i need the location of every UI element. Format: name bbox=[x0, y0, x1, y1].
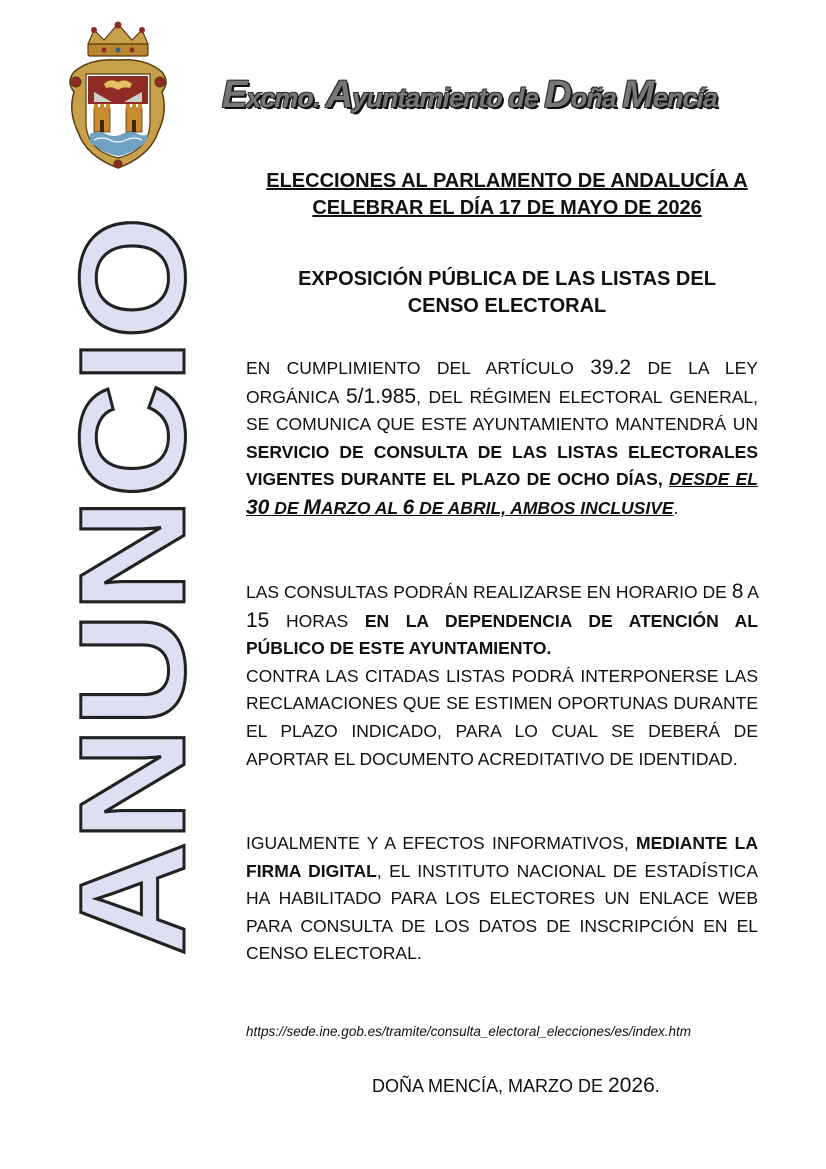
text-run: IGUALMENTE Y A EFECTOS INFORMATIVOS, bbox=[246, 833, 637, 853]
paragraph-digital-consultation bbox=[246, 830, 758, 968]
header-title bbox=[222, 74, 802, 117]
text-run: EN CUMPLIMIENTO DEL ARTÍCULO bbox=[246, 358, 591, 378]
notice-subtitle bbox=[250, 266, 764, 320]
hour-start: 8 bbox=[731, 580, 744, 603]
bold-text-run: EN LA DEPENDENCIA DE ATENCIÓN AL PÚBLICO DE ESTE AYUNTAMIENTO. bbox=[246, 610, 758, 659]
header-title-initial: A bbox=[325, 74, 353, 116]
text-run: CONTRA LAS CITADAS LISTAS PODRÁ INTERPONERSE LAS RECLAMACIONES QUE SE ESTIMEN OPORTUNAS DURANTE EL PLAZO INDICADO, PARA LO CUAL SE DEBERÁ DE APORTAR EL DOCUMENTO ACREDITATIVO DE IDENTIDAD bbox=[246, 665, 758, 769]
paragraph-schedule-claims bbox=[246, 578, 758, 773]
start-month-initial: M bbox=[303, 495, 321, 519]
law-number: 5/1.985 bbox=[345, 384, 417, 408]
header-title-text: oña bbox=[570, 83, 623, 113]
election-title-line: ELECCIONES AL PARLAMENTO DE ANDALUCÍA A bbox=[266, 170, 748, 192]
text-run: , DEL RÉGIMEN ELECTORAL GENERAL, SE COMUNICA QUE ESTE AYUNTAMIENTO MANTENDRÁ UN bbox=[246, 386, 758, 435]
anuncio-vertical-banner bbox=[48, 206, 216, 966]
date-range-part: DE ABRIL, AMBOS INCLUSIVE bbox=[414, 497, 674, 518]
start-day: 30 bbox=[246, 495, 270, 519]
text-run: . bbox=[654, 1076, 660, 1096]
text-run: A bbox=[743, 582, 758, 602]
hour-end: 15 bbox=[246, 608, 270, 632]
text-run: . bbox=[673, 497, 679, 518]
text-run: . bbox=[732, 748, 738, 769]
date-range-part: DESDE EL bbox=[669, 469, 758, 490]
bold-text-run: SERVICIO DE CONSULTA DE LAS LISTAS ELECTORALES VIGENTES DURANTE EL PLAZO DE OCHO DÍAS, bbox=[246, 441, 758, 490]
header-title-initial: M bbox=[622, 74, 654, 116]
election-title-line: CELEBRAR EL DÍA 17 DE MAYO DE 2026 bbox=[312, 197, 702, 219]
header-title-text: encía bbox=[653, 83, 718, 113]
header-title-text: yuntamiento de bbox=[352, 83, 545, 113]
paragraph-consultation-service bbox=[246, 354, 758, 523]
bold-text-run: MEDIANTE LA FIRMA DIGITAL bbox=[246, 833, 759, 881]
end-day: 6 bbox=[402, 495, 415, 519]
election-title bbox=[230, 168, 784, 222]
header-title-initial: E bbox=[222, 74, 247, 116]
text-run: DE LA LEY ORGÁNICA bbox=[246, 358, 758, 407]
crown-icon bbox=[88, 22, 148, 57]
article-number: 39.2 bbox=[590, 356, 632, 379]
coat-of-arms-icon bbox=[66, 22, 170, 172]
ine-consultation-link[interactable]: https://sede.ine.gob.es/tramite/consulta_electoral_elecciones/es/index.htm bbox=[246, 1024, 692, 1039]
text-run: . bbox=[416, 943, 422, 964]
signoff-year: 2026 bbox=[608, 1074, 655, 1097]
header-title-initial: D bbox=[544, 74, 571, 116]
text-run: LAS CONSULTAS PODRÁN REALIZARSE EN HORARIO DE bbox=[246, 582, 732, 602]
anuncio-vertical-text: ANUNCIO bbox=[48, 256, 216, 956]
place-date-text: DOÑA MENCÍA, MARZO DE bbox=[372, 1076, 609, 1096]
header-title-text: xcmo. bbox=[246, 83, 326, 113]
notice-subtitle-line: CENSO ELECTORAL bbox=[407, 295, 607, 317]
place-date-signoff bbox=[372, 1074, 660, 1098]
notice-subtitle-line: EXPOSICIÓN PÚBLICA DE LAS LISTAS DEL bbox=[298, 268, 716, 290]
text-run: , EL INSTITUTO NACIONAL DE ESTADÍSTICA HA HABILITADO PARA LOS ELECTORES UN ENLACE WEB PARA CONSULTA DE LOS DATOS DE INSCRIPCIÓN EN EL CENSO ELECTORAL bbox=[246, 860, 758, 964]
date-range-part: DE bbox=[269, 497, 304, 518]
date-range-part: ARZO AL bbox=[320, 497, 398, 518]
text-run: HORAS bbox=[269, 610, 365, 631]
